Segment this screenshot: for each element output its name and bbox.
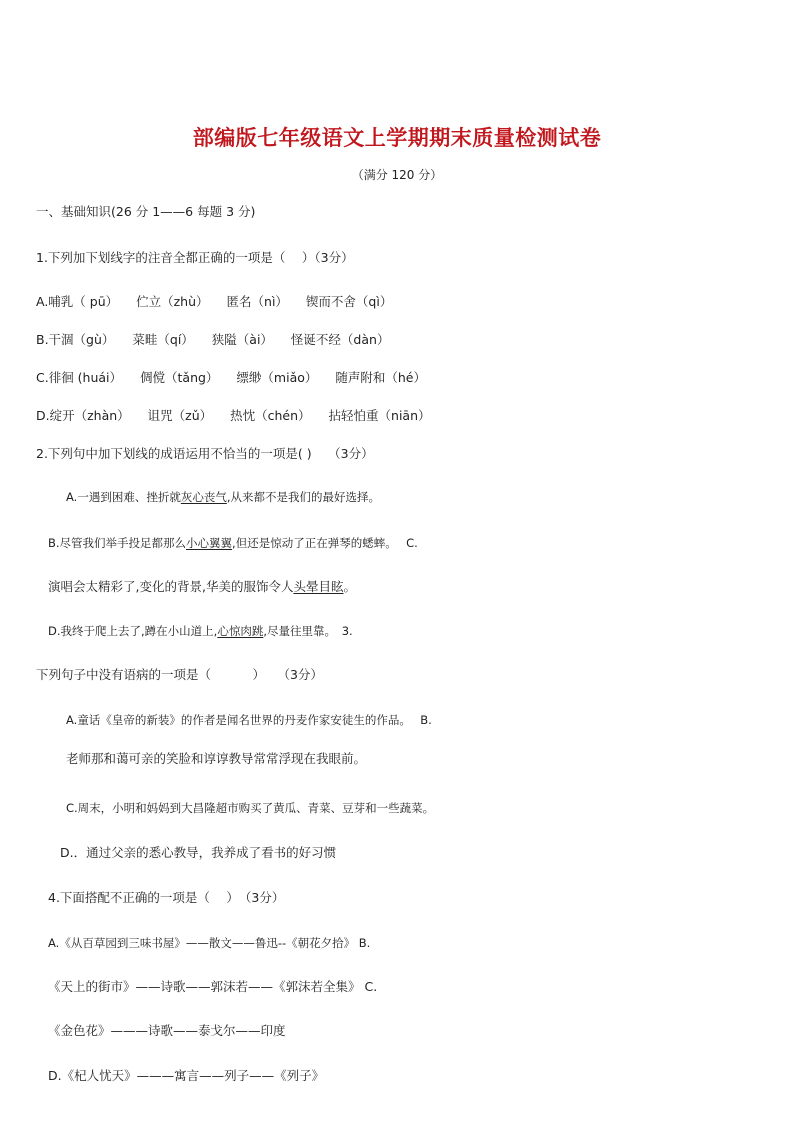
q4-option-a: A.《从百草园到三味书屋》——散文——鲁迅--《朝花夕拾》 B. <box>48 936 371 950</box>
q1-option-c <box>36 370 426 386</box>
q2-a-post: ,从来都不是我们的最好选择。 <box>226 490 380 504</box>
q4-stem: 4.下面搭配不正确的一项是（ ） （3分） <box>48 890 285 905</box>
q4-option-d: D.《杞人忧天》———寓言——列子——《列子》 <box>48 1068 325 1083</box>
q1-b-4: 怪诞不经（dàn） <box>290 332 390 347</box>
q1-d-2: 诅咒（zǔ） <box>147 408 213 423</box>
section-heading: 一、基础知识(26 分 1——6 每题 3 分) <box>36 204 256 219</box>
q1-c-3: 缥缈（miǎo） <box>236 370 318 385</box>
q2-c-post: 。 <box>343 579 356 594</box>
q1-b-1: B.干涸（gù） <box>36 332 115 347</box>
q1-c-1: C.徘徊 (huái） <box>36 370 123 385</box>
q2-b-post: ,但还是惊动了正在弹琴的蟋蟀。 C. <box>232 536 418 550</box>
q2-c-pre: 演唱会太精彩了,变化的背景,华美的服饰令人 <box>48 579 294 594</box>
q3-option-d: D.．通过父亲的悉心教导，我养成了看书的好习惯 <box>60 845 337 860</box>
q1-a-4: 锲而不舍（qì） <box>305 294 393 309</box>
q3-option-a: A.童话《皇帝的新装》的作者是闻名世界的丹麦作家安徒生的作品。 B. <box>66 713 432 727</box>
q3-stem: 下列句子中没有语病的一项是（ ） （3分） <box>36 667 323 682</box>
q4-option-b: 《天上的街市》——诗歌——郭沫若——《郭沫若全集》 C. <box>48 979 378 994</box>
q2-stem: 2.下列句中加下划线的成语运用不恰当的一项是( ) （3分） <box>36 446 374 461</box>
q1-c-2: 倜傥（tǎng） <box>140 370 219 385</box>
q2-d-post: ,尽量往里靠。 3. <box>263 624 353 638</box>
q1-a-3: 匿名（nì） <box>226 294 288 309</box>
q3-option-b: 老师那和蔼可亲的笑脸和谆谆教导常常浮现在我眼前。 <box>66 751 367 766</box>
q1-stem: 1.下列加下划线字的注音全都正确的一项是（ ）（3分） <box>36 250 354 265</box>
q1-a-1: A.哺乳（ pū） <box>36 294 119 309</box>
q2-a-pre: A.一遇到困难、挫折就 <box>66 490 181 504</box>
q1-d-4: 拈轻怕重（niān） <box>328 408 431 423</box>
q1-b-3: 狭隘（ài） <box>211 332 273 347</box>
q1-option-d <box>36 408 431 424</box>
q1-option-a <box>36 294 392 310</box>
full-score-note: （满分 120 分） <box>351 168 443 182</box>
q1-option-b <box>36 332 389 348</box>
q1-d-3: 热忱（chén） <box>230 408 311 423</box>
q2-b-idiom: 小心翼翼 <box>186 536 233 550</box>
q2-d-pre: D.我终于爬上去了,蹲在小山道上, <box>48 624 218 638</box>
q2-option-a <box>66 489 380 505</box>
q1-c-4: 随声附和（hé） <box>335 370 426 385</box>
q2-option-b <box>48 535 418 551</box>
q2-a-idiom: 灰心丧气 <box>180 490 227 504</box>
q3-option-c: C.周末，小明和妈妈到大昌隆超市购买了黄瓜、青菜、豆芽和一些蔬菜。 <box>66 801 435 815</box>
q4-option-c: 《金色花》———诗歌——泰戈尔——印度 <box>48 1023 286 1038</box>
q2-b-pre: B.尽管我们举手投足都那么 <box>48 536 187 550</box>
q1-b-2: 菜畦（qí） <box>132 332 194 347</box>
q2-option-c <box>48 579 356 595</box>
q1-d-1: D.绽开（zhàn） <box>36 408 130 423</box>
page-title: 部编版七年级语文上学期期末质量检测试卷 <box>192 126 602 150</box>
q1-a-2: 伫立（zhù） <box>136 294 209 309</box>
q2-c-idiom: 头晕目眩 <box>293 579 344 594</box>
q2-d-idiom: 心惊肉跳 <box>217 624 264 638</box>
q2-option-d <box>48 623 353 639</box>
